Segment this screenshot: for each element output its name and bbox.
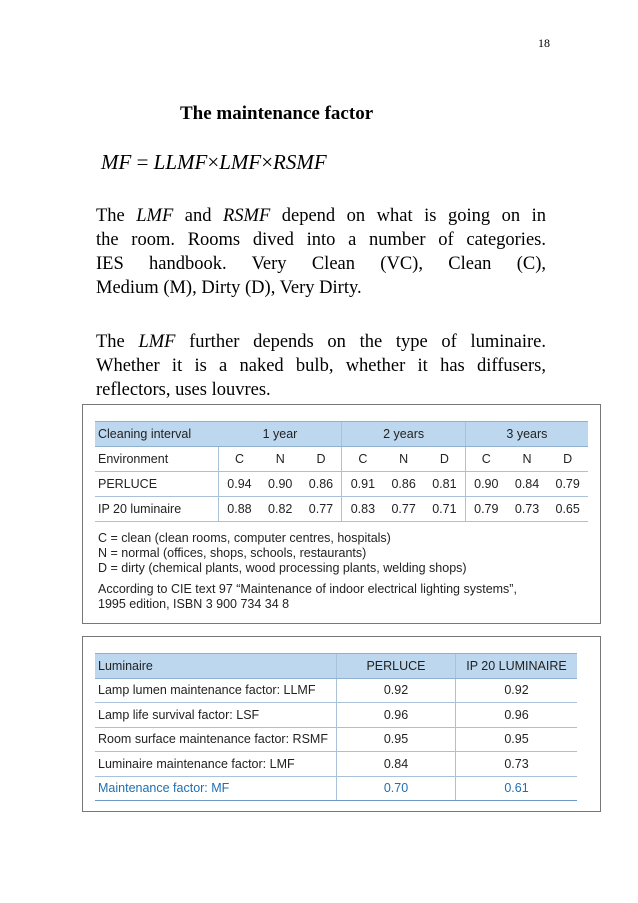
text-run: further depends on the type of luminaire. xyxy=(175,332,546,352)
note-line: N = normal (offices, shops, schools, restaurants) xyxy=(98,546,367,560)
row-label: Lamp lumen maintenance factor: LLMF xyxy=(95,678,337,703)
table-cell: 0.84 xyxy=(507,472,548,497)
table-cell: 0.83 xyxy=(342,497,383,522)
table-cell: N xyxy=(383,447,424,472)
table-cell: 0.96 xyxy=(456,703,578,728)
table-cell: 0.88 xyxy=(219,497,260,522)
header-cell: PERLUCE xyxy=(337,654,456,679)
text-run: The xyxy=(96,206,137,226)
table-cell: N xyxy=(507,447,548,472)
section-heading: The maintenance factor xyxy=(180,103,374,124)
table-cell: 0.84 xyxy=(337,752,456,777)
maintenance-factor-formula xyxy=(101,150,327,175)
maintenance-factor-figure xyxy=(82,636,601,812)
note-line: D = dirty (chemical plants, wood processing plants, welding shops) xyxy=(98,561,467,575)
text-run: The xyxy=(96,332,139,352)
note-line: C = clean (clean rooms, computer centres, hospitals) xyxy=(98,531,391,545)
row-label: Environment xyxy=(95,447,219,472)
formula-lmf: LMF xyxy=(219,150,262,174)
formula-equals: = xyxy=(136,150,149,174)
table-cell: C xyxy=(342,447,383,472)
table-cell: 0.73 xyxy=(456,752,578,777)
reference-line: According to CIE text 97 “Maintenance of indoor electrical lighting systems”, xyxy=(98,582,517,596)
row-label: Room surface maintenance factor: RSMF xyxy=(95,727,337,752)
table-cell: 0.90 xyxy=(465,472,506,497)
formula-llmf: LLMF xyxy=(153,150,208,174)
table-cell: 0.61 xyxy=(456,776,578,801)
table-cell: 0.65 xyxy=(547,497,588,522)
table-cell: 0.90 xyxy=(260,472,301,497)
table-cell: 0.96 xyxy=(337,703,456,728)
header-cell: 2 years xyxy=(342,422,465,447)
header-cell: Luminaire xyxy=(95,654,337,679)
paragraph-line: reflectors, uses louvres. xyxy=(96,380,271,400)
table-cell: D xyxy=(301,447,342,472)
text-run-italic: LMF xyxy=(136,206,174,226)
table-cell: 0.71 xyxy=(424,497,465,522)
cleaning-interval-figure xyxy=(82,404,601,624)
table-row xyxy=(95,678,577,703)
paragraph-categories xyxy=(96,204,546,300)
paragraph-line: Medium (M), Dirty (D), Very Dirty. xyxy=(96,278,362,298)
paragraph-line: the room. Rooms dived into a number of categories. xyxy=(96,230,546,250)
environment-notes xyxy=(98,531,517,612)
table-header-row xyxy=(95,654,577,679)
page-number: 18 xyxy=(538,36,550,50)
maintenance-factor-table xyxy=(95,653,577,801)
table-row-total xyxy=(95,776,577,801)
table-cell: 0.81 xyxy=(424,472,465,497)
table-cell: 0.77 xyxy=(301,497,342,522)
table-cell: D xyxy=(424,447,465,472)
cleaning-interval-table xyxy=(95,421,588,522)
table-cell: 0.77 xyxy=(383,497,424,522)
table-cell: 0.86 xyxy=(383,472,424,497)
table-row xyxy=(95,752,577,777)
table-cell: 0.95 xyxy=(456,727,578,752)
table-cell: 0.95 xyxy=(337,727,456,752)
table-header-row xyxy=(95,422,588,447)
table-cell: C xyxy=(465,447,506,472)
paragraph-line: IES handbook. Very Clean (VC), Clean (C), xyxy=(96,254,546,274)
row-label: Luminaire maintenance factor: LMF xyxy=(95,752,337,777)
text-run-italic: RSMF xyxy=(222,206,271,226)
header-cell: 3 years xyxy=(465,422,588,447)
table-cell: 0.73 xyxy=(507,497,548,522)
paragraph-line: Whether it is a naked bulb, whether it has diffusers, xyxy=(96,356,546,376)
table-row xyxy=(95,727,577,752)
header-cell: IP 20 LUMINAIRE xyxy=(456,654,578,679)
formula-times-1: × xyxy=(207,150,220,174)
table-cell: 0.82 xyxy=(260,497,301,522)
paragraph-line xyxy=(96,204,546,228)
table-cell: 0.79 xyxy=(465,497,506,522)
row-label: Maintenance factor: MF xyxy=(95,776,337,801)
row-label: Lamp life survival factor: LSF xyxy=(95,703,337,728)
reference-line: 1995 edition, ISBN 3 900 734 34 8 xyxy=(98,597,290,611)
table-cell: C xyxy=(219,447,260,472)
table-cell: 0.92 xyxy=(456,678,578,703)
table-cell: 0.70 xyxy=(337,776,456,801)
table-cell: N xyxy=(260,447,301,472)
table-cell: 0.92 xyxy=(337,678,456,703)
header-cell: Cleaning interval xyxy=(95,422,219,447)
table-row xyxy=(95,497,588,522)
table-row xyxy=(95,703,577,728)
text-run: and xyxy=(173,206,223,226)
paragraph-luminaire-type xyxy=(96,330,546,402)
table-cell: 0.86 xyxy=(301,472,342,497)
formula-times-2: × xyxy=(261,150,274,174)
table-row xyxy=(95,472,588,497)
formula-mf: MF xyxy=(101,150,132,174)
table-cell: 0.91 xyxy=(342,472,383,497)
row-label: IP 20 luminaire xyxy=(95,497,219,522)
paragraph-line xyxy=(96,330,546,354)
table-cell: D xyxy=(547,447,588,472)
text-run-italic: LMF xyxy=(138,332,176,352)
table-cell: 0.94 xyxy=(219,472,260,497)
formula-rsmf: RSMF xyxy=(273,150,327,174)
table-cell: 0.79 xyxy=(547,472,588,497)
row-label: PERLUCE xyxy=(95,472,219,497)
table-row xyxy=(95,447,588,472)
text-run: depend on what is going on in xyxy=(270,206,546,226)
header-cell: 1 year xyxy=(219,422,342,447)
